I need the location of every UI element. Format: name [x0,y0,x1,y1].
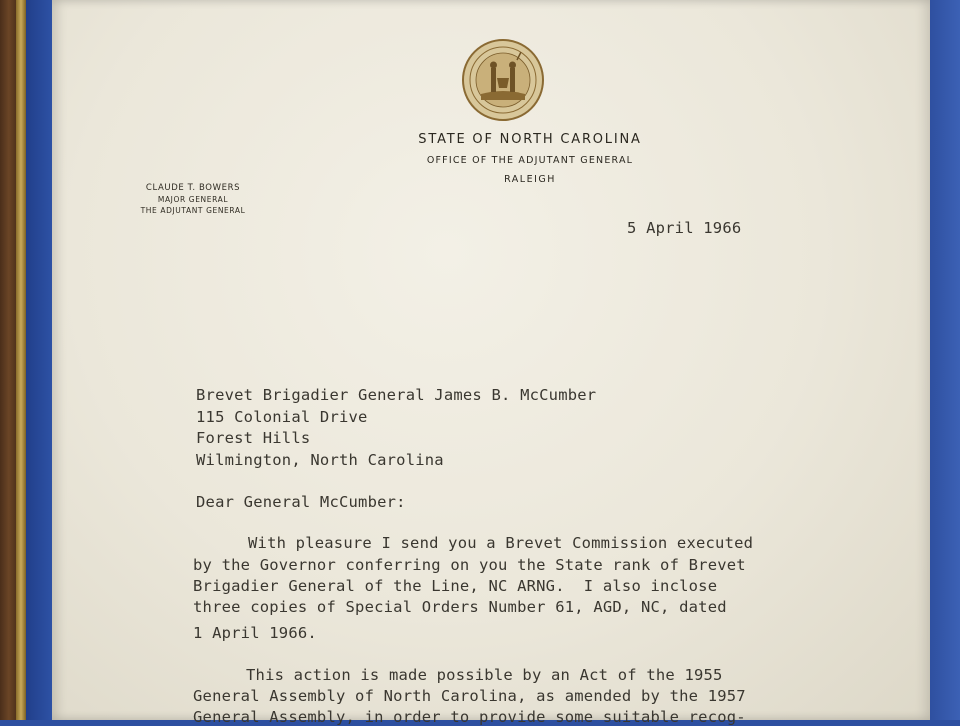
salutation: Dear General McCumber: [196,493,406,511]
sender-rank: MAJOR GENERAL [157,195,229,204]
paragraph-line: With pleasure I send you a Brevet Commission executed [248,534,754,552]
recipient-line: Wilmington, North Carolina [196,451,444,469]
letterhead-office: OFFICE OF THE ADJUTANT GENERAL [426,155,634,166]
paragraph-line: 1 April 1966. [193,624,317,642]
state-seal-icon [461,38,545,122]
letterhead-state: STATE OF NORTH CAROLINA [418,132,642,147]
paragraph-line: by the Governor conferring on you the State rank of Brevet [193,556,746,574]
recipient-line: 115 Colonial Drive [196,408,368,426]
letter-date: 5 April 1966 [627,219,742,237]
paragraph-line: General Assembly, in order to provide some suitable recog- [193,708,746,726]
sender-title: THE ADJUTANT GENERAL [140,206,246,215]
paragraph-line: General Assembly of North Carolina, as amended by the 1957 [193,687,746,705]
recipient-line: Forest Hills [196,429,311,447]
recipient-line: Brevet Brigadier General James B. McCumber [196,386,597,404]
paragraph-line: This action is made possible by an Act of the 1955 [246,666,723,684]
paragraph-line: three copies of Special Orders Number 61, AGD, NC, dated [193,598,727,616]
frame-gold-trim [16,0,26,720]
sender-name: CLAUDE T. BOWERS [145,183,241,193]
paragraph-line: Brigadier General of the Line, NC ARNG. I also inclose [193,577,718,595]
letterhead-city: RALEIGH [504,174,556,185]
